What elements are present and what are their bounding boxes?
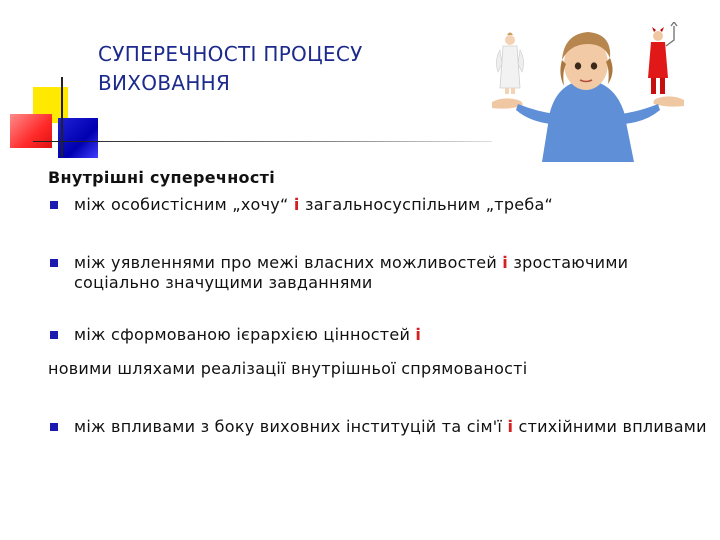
list-item bbox=[50, 325, 710, 345]
conjunction: і bbox=[415, 325, 422, 344]
item-text-continued: зростаючими соціально значущими завданнями bbox=[74, 253, 629, 292]
square-bullet-icon bbox=[50, 423, 58, 431]
devil-figure bbox=[648, 22, 677, 94]
item-text: між сформованою ієрархією цінностей bbox=[74, 325, 416, 344]
item-text: між особистісним „хочу“ bbox=[74, 195, 294, 214]
item-text: між впливами з боку виховних інституцій та сім'ї bbox=[74, 417, 508, 436]
square-bullet-icon bbox=[50, 201, 58, 209]
section-heading: Внутрішні суперечності bbox=[48, 168, 275, 187]
continuation-line bbox=[48, 359, 708, 379]
title-underline bbox=[100, 141, 492, 142]
child-figure bbox=[516, 32, 660, 162]
decor-cross-line bbox=[33, 141, 103, 142]
slide-title-line-1: СУПЕРЕЧНОСТІ ПРОЦЕСУ bbox=[98, 42, 363, 66]
angel-figure bbox=[496, 33, 523, 95]
decor-vertical-line bbox=[61, 77, 63, 157]
conjunction: і bbox=[507, 417, 514, 436]
square-bullet-icon bbox=[50, 331, 58, 339]
list-item bbox=[50, 417, 710, 437]
item-text: між уявленнями про межі власних можливостей bbox=[74, 253, 503, 272]
item-text-continued: загальносуспільним „треба“ bbox=[299, 195, 554, 214]
item-text: новими шляхами реалізації внутрішньої спрямованості bbox=[48, 359, 528, 378]
decor-square-red bbox=[10, 114, 52, 148]
square-bullet-icon bbox=[50, 259, 58, 267]
item-text-continued: стихійними впливами bbox=[513, 417, 707, 436]
child-angel-devil-illustration bbox=[488, 22, 688, 162]
list-item bbox=[50, 253, 710, 293]
decor-square-blue bbox=[58, 118, 98, 158]
slide-title-line-2: ВИХОВАННЯ bbox=[98, 71, 231, 95]
slide-title bbox=[98, 40, 478, 98]
list-item bbox=[50, 195, 710, 215]
conjunction: і bbox=[293, 195, 300, 214]
conjunction: і bbox=[502, 253, 509, 272]
